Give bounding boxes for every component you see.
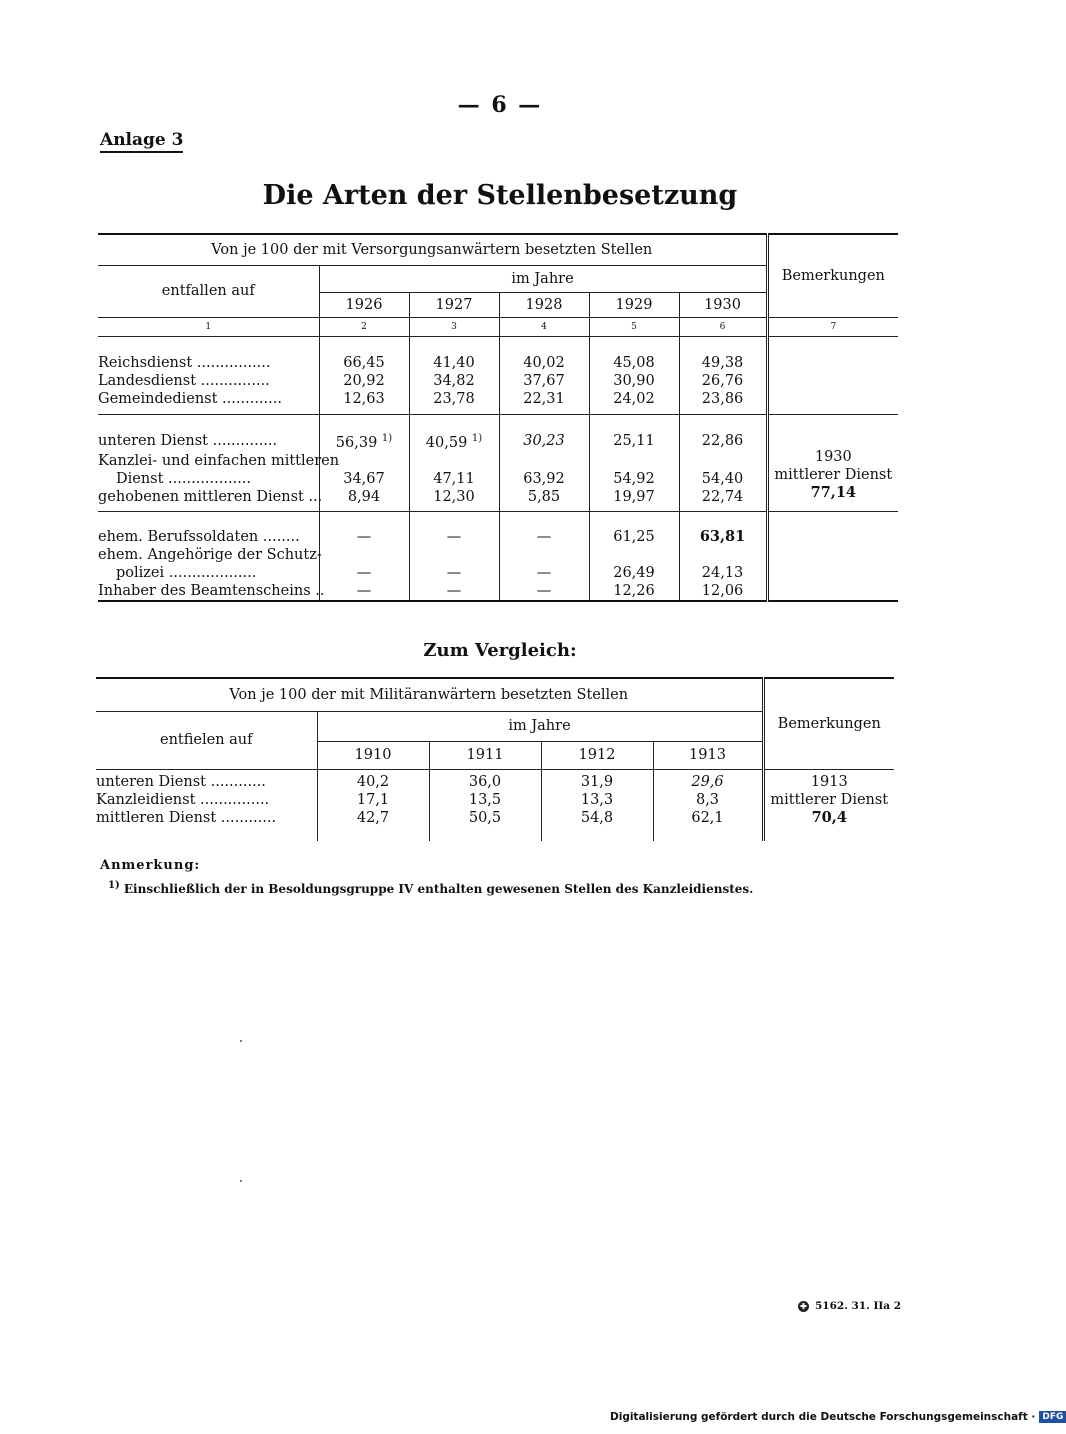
cell: 24,13 [679,564,767,582]
cell: 24,02 [589,390,679,408]
cell: 12,30 [409,488,499,506]
cell: 45,08 [589,354,679,372]
col-number: 6 [679,317,767,336]
table-row [98,564,898,582]
remark-text: mittlerer Dienst [774,466,893,483]
cell: 30,23 [499,430,589,452]
printer-mark-icon: ✚ [798,1301,809,1312]
cell: — [319,528,409,546]
col-number: 3 [409,317,499,336]
remark-value: 70,4 [811,809,847,826]
comparison-heading: Zum Vergleich: [423,640,577,661]
year-1928: 1928 [499,292,589,317]
cell: — [319,564,409,582]
speck [240,1180,242,1182]
cell: 22,31 [499,390,589,408]
cell: 66,45 [319,354,409,372]
print-mark: ✚ 5162. 31. IIa 2 [798,1300,901,1312]
cell: 54,8 [541,809,653,827]
footer-text: Digitalisierung gefördert durch die Deutsche Forschungsgemeinschaft · [610,1411,1036,1423]
row-label: Gemeindedienst ............. [98,391,282,407]
cell: 26,49 [589,564,679,582]
cell: 29,6 [653,773,763,791]
cell: — [409,582,499,601]
table-row [98,430,898,452]
cell: 49,38 [679,354,767,372]
cell: 13,3 [541,791,653,809]
cell: 40,59 $^{1)}$ [409,430,499,452]
row-label: Kanzlei- und einfachen mittleren [98,452,340,469]
remarks-cell [763,773,894,827]
year-header: im Jahre [317,711,763,741]
footnote-mark: 1) [381,433,393,444]
remarks-cell [767,430,898,506]
speck [240,1040,242,1042]
col-number: 5 [589,317,679,336]
column-numbers-row [98,317,898,336]
cell: 63,92 [499,470,589,488]
cell: 22,74 [679,488,767,506]
table-caption: Von je 100 der mit Militäranwärtern besetzten Stellen [96,678,763,711]
row-label: Landesdienst ............... [98,373,270,389]
cell: 36,0 [429,773,541,791]
year-1912: 1912 [541,741,653,769]
cell: 61,25 [589,528,679,546]
anlage-label: Anlage 3 [100,130,183,153]
col-number: 1 [205,321,212,332]
cell: — [409,564,499,582]
cell: 12,26 [589,582,679,601]
page-title: Die Arten der Stellenbesetzung [262,180,738,211]
cell: 50,5 [429,809,541,827]
cell: 20,92 [319,372,409,390]
footnote-mark: 1) [471,433,483,444]
cell: 54,92 [589,470,679,488]
row-label: polizei ................... [116,564,257,581]
table-row [98,390,898,408]
page-number: — 6 — [457,92,543,118]
cell: 8,94 [319,488,409,506]
col-number: 4 [499,317,589,336]
cell: 22,86 [679,430,767,452]
cell: 56,39 $^{1)}$ [319,430,409,452]
digitization-footer [610,1411,1066,1423]
table-caption: Von je 100 der mit Versorgungsanwärtern besetzten Stellen [98,234,767,265]
comparison-table-1913 [96,677,894,841]
year-1913: 1913 [653,741,763,769]
remark-text: mittlerer Dienst [770,792,889,808]
cell: 17,1 [317,791,429,809]
year-header: im Jahre [319,265,767,292]
row-label: ehem. Berufssoldaten ........ [98,528,300,545]
row-label: ehem. Angehörige der Schutz- [98,546,322,563]
note-text [108,880,753,896]
table-row [98,372,898,390]
note-body: Einschließlich der in Besoldungsgruppe IV enthalten gewesenen Stellen des Kanzleidienstes. [123,882,754,896]
cell: 26,76 [679,372,767,390]
col-number: 7 [767,317,898,336]
cell: 54,40 [679,470,767,488]
row-label: Inhaber des Beamtenscheins .. [98,582,325,599]
cell: 41,40 [409,354,499,372]
cell: 63,81 [679,528,767,546]
row-label: Reichsdienst ................ [98,355,271,371]
year-1927: 1927 [409,292,499,317]
year-1930: 1930 [679,292,767,317]
cell: — [319,582,409,601]
cell: 12,63 [319,390,409,408]
cell: 5,85 [499,488,589,506]
table-row [98,582,898,601]
table-row [96,773,894,791]
cell: 47,11 [409,470,499,488]
cell: 62,1 [653,809,763,827]
cell: 13,5 [429,791,541,809]
row-label: Dienst .................. [116,470,252,487]
year-1929: 1929 [589,292,679,317]
cell: 37,67 [499,372,589,390]
footnote-mark: 1) [108,880,120,891]
cell: 23,86 [679,390,767,408]
row-label: Kanzleidienst ............... [96,792,270,808]
remark-value: 77,14 [810,483,857,501]
remark-year: 1930 [814,448,852,465]
cell: 8,3 [653,791,763,809]
col-number: 2 [319,317,409,336]
table-row [98,354,898,372]
remarks-header: Bemerkungen [767,234,898,317]
row-label: gehobenen mittleren Dienst ... [98,488,323,505]
cell: 34,67 [319,470,409,488]
cell: — [409,528,499,546]
cell: 40,02 [499,354,589,372]
row-label: unteren Dienst ............ [96,774,266,790]
row-label: unteren Dienst .............. [98,432,278,449]
placement-table-1930 [98,233,898,602]
row-header: entfallen auf [161,283,255,299]
row-header: entfielen auf [159,732,253,748]
cell: — [499,582,589,601]
year-1926: 1926 [319,292,409,317]
note-title: Anmerkung: [100,858,201,873]
cell: 25,11 [589,430,679,452]
cell: 34,82 [409,372,499,390]
year-1910: 1910 [317,741,429,769]
cell: — [499,528,589,546]
cell: — [499,564,589,582]
cell: 31,9 [541,773,653,791]
cell: 30,90 [589,372,679,390]
cell: 23,78 [409,390,499,408]
remarks-header: Bemerkungen [763,678,894,769]
cell: 12,06 [679,582,767,601]
remark-year: 1913 [810,774,848,790]
year-1911: 1911 [429,741,541,769]
cell: 40,2 [317,773,429,791]
cell: 19,97 [589,488,679,506]
row-label: mittleren Dienst ............ [96,810,277,826]
dfg-logo-icon: DFG [1039,1411,1066,1423]
table-row [98,546,898,564]
cell: 42,7 [317,809,429,827]
table-row [98,528,898,546]
